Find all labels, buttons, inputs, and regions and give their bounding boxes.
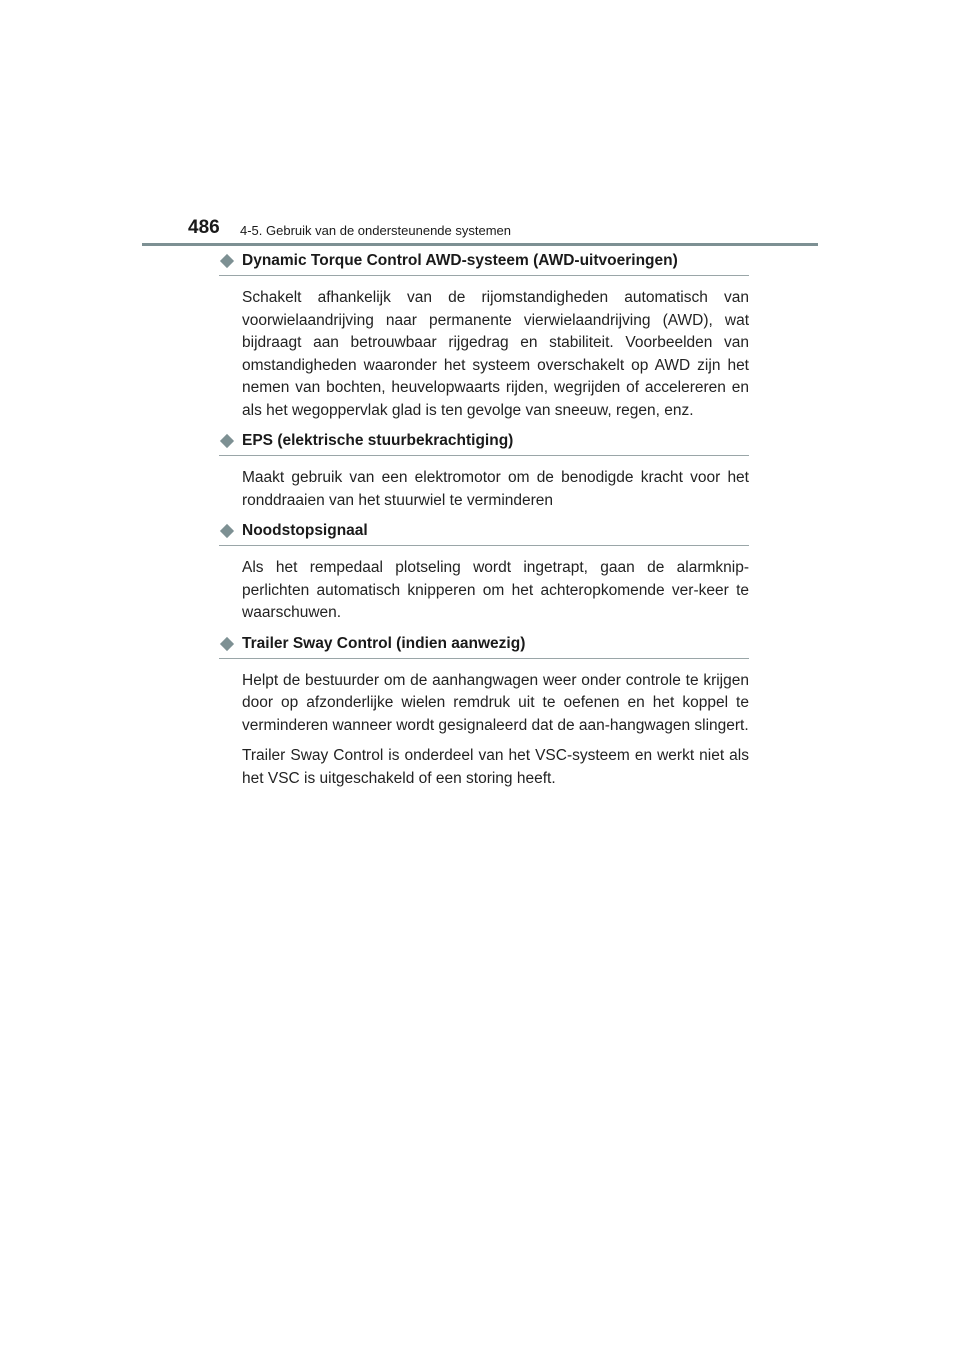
item-trailer-sway-control (219, 635, 749, 791)
diamond-bullet-icon (220, 636, 234, 650)
item-title: EPS (elektrische stuurbekrachtiging) (242, 432, 514, 449)
item-paragraph: Maakt gebruik van een elektromotor om de benodigde kracht voor het ronddraaien van het stuurwiel te verminderen (242, 469, 749, 509)
item-heading (219, 522, 749, 546)
header-divider (142, 243, 818, 246)
section-title: 4-5. Gebruik van de ondersteunende systemen (240, 223, 512, 238)
diamond-bullet-icon (220, 524, 234, 538)
diamond-bullet-icon (220, 434, 234, 448)
item-title: Noodstopsignaal (242, 522, 368, 539)
page-number: 486 (188, 217, 220, 238)
item-heading (219, 252, 749, 276)
item-heading (219, 432, 749, 456)
item-paragraph: Als het rempedaal plotseling wordt ingetrapt, gaan de alarmknip-perlichten automatisch knipperen om het achteropkomende ver-keer te waarschuwen. (242, 559, 749, 621)
diamond-bullet-icon (220, 254, 234, 268)
item-dynamic-torque-control (219, 252, 749, 422)
item-paragraph: Helpt de bestuurder om de aanhangwagen weer onder controle te krijgen door op afzonderlijke wielen remdruk uit te oefenen en het koppel te verminderen wanneer wordt gesignaleerd dat de aan-hangwagen slingert. (242, 671, 749, 734)
page-content (219, 252, 749, 800)
item-noodstopsignaal (219, 522, 749, 625)
item-paragraph: Trailer Sway Control is onderdeel van het VSC-systeem en werkt niet als het VSC is uitgeschakeld of een storing heeft. (242, 747, 749, 787)
item-title: Dynamic Torque Control AWD-systeem (AWD-uitvoeringen) (242, 252, 678, 269)
item-eps (219, 432, 749, 512)
item-heading (219, 635, 749, 659)
item-paragraph: Schakelt afhankelijk van de rijomstandigheden automatisch van voorwielaandrijving naar permanente vierwielaandrijving (AWD), wat bijdraagt aan betrouwbaar rijgedrag en stabiliteit. Voorbeelden van omstandigheden waaronder het systeem overschakelt op AWD zijn het nemen van bochten, heuvelopwaarts rijden, wegrijden of accelereren en als het wegoppervlak glad is ten gevolge van sneeuw, regen, enz. (242, 289, 749, 419)
item-title: Trailer Sway Control (indien aanwezig) (242, 634, 526, 652)
